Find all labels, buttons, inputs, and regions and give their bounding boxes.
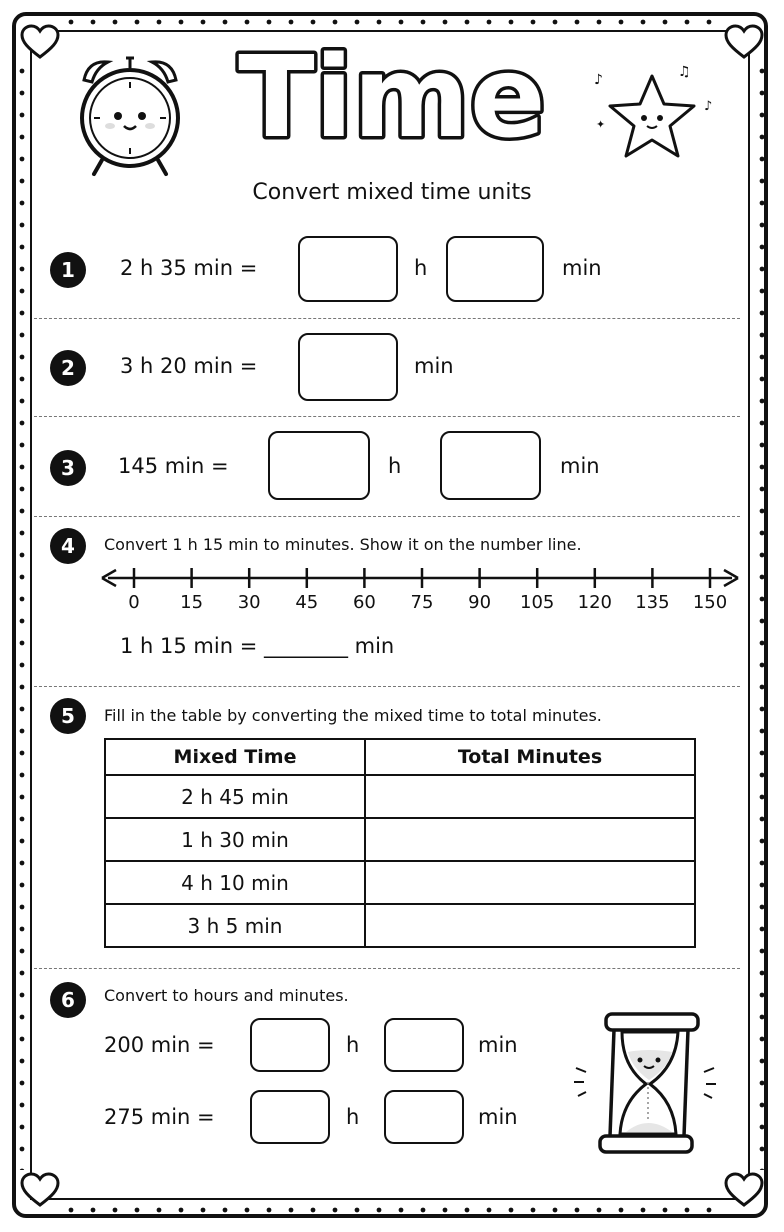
q6a-minutes-answer-box[interactable] <box>384 1018 464 1072</box>
total-minutes-answer-cell[interactable] <box>365 818 695 861</box>
number-line-tick-label: 105 <box>520 592 555 613</box>
section-divider <box>34 686 740 687</box>
total-minutes-answer-cell[interactable] <box>365 775 695 818</box>
mixed-time-cell: 3 h 5 min <box>105 904 365 947</box>
conversion-table <box>104 738 696 948</box>
q6a-prompt: 200 min = <box>104 1033 215 1057</box>
q3-unit-minutes: min <box>560 454 600 478</box>
question-number-badge: 4 <box>50 528 86 564</box>
q5-instruction: Fill in the table by converting the mixed time to total minutes. <box>104 706 602 725</box>
hourglass-icon <box>570 1006 720 1162</box>
number-line-tick-label: 120 <box>577 592 612 613</box>
total-minutes-answer-cell[interactable] <box>365 861 695 904</box>
star-icon <box>586 62 718 172</box>
total-minutes-answer-cell[interactable] <box>365 904 695 947</box>
question-number-badge: 5 <box>50 698 86 734</box>
mixed-time-cell: 4 h 10 min <box>105 861 365 904</box>
number-line-tick-label: 15 <box>180 592 204 613</box>
q3-prompt: 145 min = <box>118 454 229 478</box>
heart-icon <box>20 24 60 60</box>
number-line-tick-label: 75 <box>410 592 434 613</box>
q6a-hours-answer-box[interactable] <box>250 1018 330 1072</box>
svg-text:✦: ✦ <box>596 118 606 131</box>
section-divider <box>34 968 740 969</box>
table-header-row <box>105 739 695 775</box>
svg-text:♪: ♪ <box>594 72 603 88</box>
question-number-badge: 2 <box>50 350 86 386</box>
section-divider <box>34 516 740 517</box>
subtitle: Convert mixed time units <box>252 180 532 205</box>
q4-instruction: Convert 1 h 15 min to minutes. Show it on the number line. <box>104 535 582 554</box>
number-line-tick-label: 60 <box>352 592 376 613</box>
q3-unit-hours: h <box>388 454 402 478</box>
q2-prompt: 3 h 20 min = <box>120 354 258 378</box>
q6b-unit-hours: h <box>346 1105 360 1129</box>
svg-text:♫: ♫ <box>678 64 691 80</box>
right-dot-border <box>758 60 766 1170</box>
left-dot-border <box>18 60 26 1170</box>
svg-text:♪: ♪ <box>704 99 713 114</box>
q6b-minutes-answer-box[interactable] <box>384 1090 464 1144</box>
section-divider <box>34 416 740 417</box>
question-number-badge: 1 <box>50 252 86 288</box>
q6a-unit-minutes: min <box>478 1033 518 1057</box>
q6b-unit-minutes: min <box>478 1105 518 1129</box>
question-number-badge: 6 <box>50 982 86 1018</box>
section-divider <box>34 318 740 319</box>
q6b-hours-answer-box[interactable] <box>250 1090 330 1144</box>
q6a-unit-hours: h <box>346 1033 360 1057</box>
heart-icon <box>724 24 764 60</box>
q4-answer-prompt[interactable]: 1 h 15 min = ________ min <box>120 634 395 658</box>
heart-icon <box>20 1172 60 1208</box>
table-row <box>105 861 695 904</box>
q1-unit-minutes: min <box>562 256 602 280</box>
table-header-mixed-time: Mixed Time <box>105 739 365 775</box>
number-line-tick-label: 90 <box>468 592 492 613</box>
q1-unit-hours: h <box>414 256 428 280</box>
q1-prompt: 2 h 35 min = <box>120 256 258 280</box>
number-line-tick-label: 30 <box>237 592 261 613</box>
q1-hours-answer-box[interactable] <box>298 236 398 302</box>
q6-instruction: Convert to hours and minutes. <box>104 986 349 1005</box>
question-number-badge: 3 <box>50 450 86 486</box>
q6b-prompt: 275 min = <box>104 1105 215 1129</box>
q3-minutes-answer-box[interactable] <box>440 431 541 500</box>
number-line-tick-label: 45 <box>295 592 319 613</box>
number-line-tick-label: 135 <box>635 592 670 613</box>
number-line-tick-label: 0 <box>128 592 140 613</box>
title-text: Time <box>238 33 546 162</box>
heart-icon <box>724 1172 764 1208</box>
table-row <box>105 818 695 861</box>
page-title <box>222 32 562 162</box>
top-dot-border <box>60 18 724 26</box>
mixed-time-cell: 2 h 45 min <box>105 775 365 818</box>
q1-minutes-answer-box[interactable] <box>446 236 544 302</box>
mixed-time-cell: 1 h 30 min <box>105 818 365 861</box>
table-row <box>105 904 695 947</box>
table-header-total-minutes: Total Minutes <box>365 739 695 775</box>
q2-unit-minutes: min <box>414 354 454 378</box>
alarm-clock-icon <box>74 52 186 180</box>
number-line-tick-label: 150 <box>692 592 728 613</box>
bottom-dot-border <box>60 1206 724 1214</box>
table-row <box>105 775 695 818</box>
q2-minutes-answer-box[interactable] <box>298 333 398 401</box>
q3-hours-answer-box[interactable] <box>268 431 370 500</box>
